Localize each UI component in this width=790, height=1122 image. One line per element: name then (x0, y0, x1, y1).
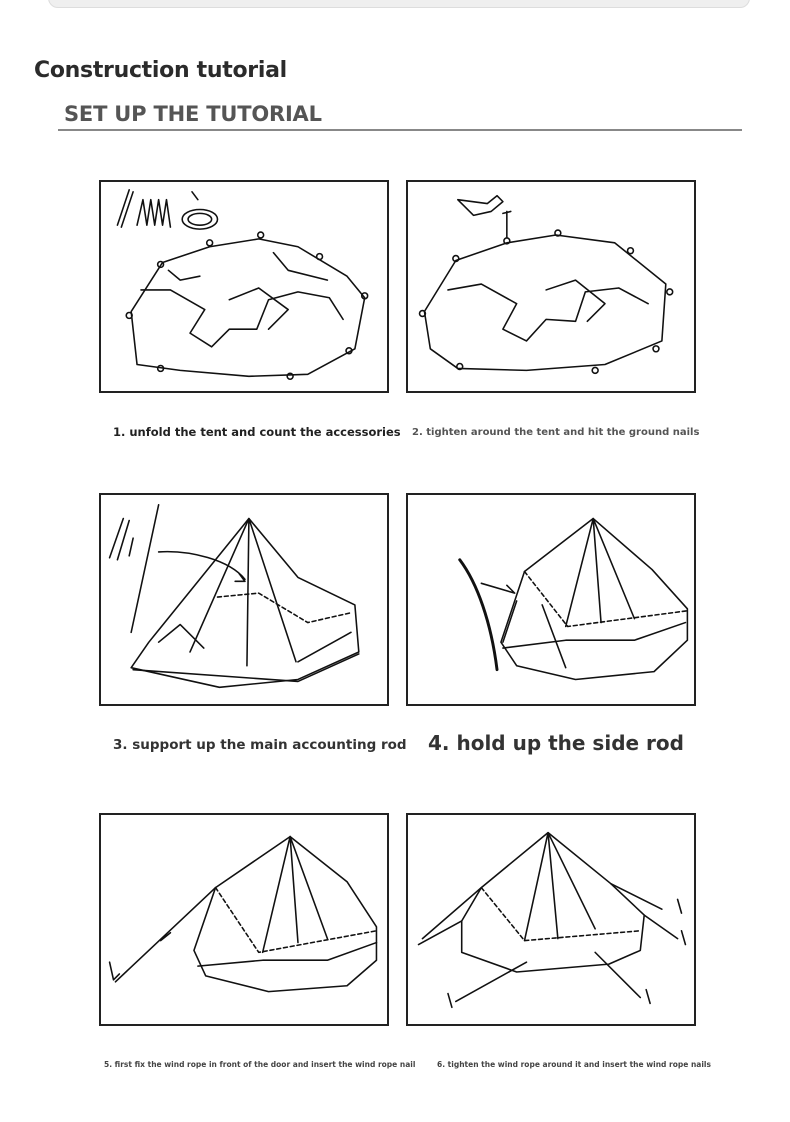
section-subtitle: SET UP THE TUTORIAL (64, 102, 322, 126)
step-3-illustration (99, 493, 389, 706)
title-divider (58, 129, 742, 131)
step-4-illustration (406, 493, 696, 706)
step-1-illustration (99, 180, 389, 393)
step-2-caption: 2. tighten around the tent and hit the ground nails (412, 427, 700, 438)
page-title: Construction tutorial (34, 58, 287, 83)
step-1-caption: 1. unfold the tent and count the accessories (113, 425, 401, 439)
step-6-illustration (406, 813, 696, 1026)
top-bar (48, 0, 750, 8)
step-4-caption: 4. hold up the side rod (428, 731, 684, 755)
step-2-illustration (406, 180, 696, 393)
step-5-caption: 5. first fix the wind rope in front of the door and insert the wind rope nail (104, 1060, 416, 1069)
step-6-caption: 6. tighten the wind rope around it and insert the wind rope nails (437, 1060, 711, 1069)
step-3-caption: 3. support up the main accounting rod (113, 737, 407, 753)
step-5-illustration (99, 813, 389, 1026)
